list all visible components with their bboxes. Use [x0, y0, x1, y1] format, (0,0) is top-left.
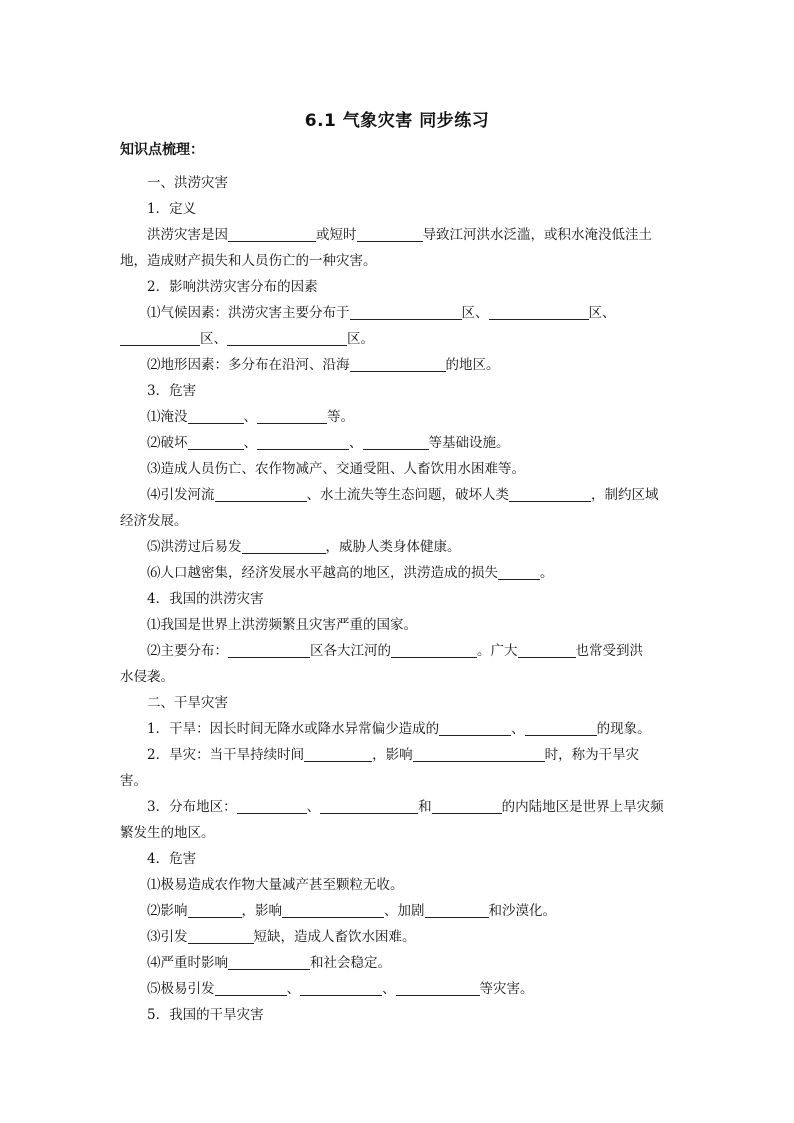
answer-blank[interactable] — [439, 720, 511, 736]
answer-blank[interactable] — [228, 954, 310, 970]
answer-blank[interactable] — [498, 564, 540, 580]
line-text: 经济发展。 — [120, 513, 188, 529]
line-text: 2．影响洪涝灾害分布的因素 — [147, 279, 318, 295]
line-text: ⑵地形因素：多分布在沿河、沿海 — [147, 357, 350, 373]
answer-blank[interactable] — [509, 486, 591, 502]
line-text: 、 — [349, 435, 363, 451]
worksheet-line — [120, 976, 676, 1002]
line-text: ⑶引发 — [147, 929, 188, 945]
worksheet-line — [120, 430, 676, 456]
line-text: 区各大江河的 — [310, 643, 391, 659]
answer-blank[interactable] — [320, 798, 418, 814]
line-text: 和沙漠化。 — [488, 903, 556, 919]
answer-blank[interactable] — [432, 798, 502, 814]
page-title: 6.1 气象灾害 同步练习 — [304, 111, 490, 131]
line-text: 2．旱灾：当干旱持续时间 — [147, 747, 305, 763]
worksheet-line — [120, 404, 676, 430]
worksheet-line — [120, 482, 676, 508]
line-text: ，影响 — [241, 903, 282, 919]
worksheet-line — [120, 664, 676, 690]
line-text: 二、干旱灾害 — [147, 695, 228, 711]
answer-blank[interactable] — [357, 226, 423, 242]
worksheet-line — [120, 716, 676, 742]
line-text: ⑷引发河流 — [147, 487, 215, 503]
line-text: 洪涝灾害是因 — [147, 227, 228, 243]
line-text: ⑹人口越密集，经济发展水平越高的地区，洪涝造成的损失 — [147, 565, 498, 581]
line-text: 、 — [286, 981, 300, 997]
answer-blank[interactable] — [215, 980, 287, 996]
worksheet-line — [120, 820, 676, 846]
line-text: 害。 — [120, 773, 147, 789]
line-text: 等。 — [327, 409, 354, 425]
answer-blank[interactable] — [282, 902, 384, 918]
answer-blank[interactable] — [257, 408, 327, 424]
worksheet-line — [120, 612, 676, 638]
line-text: 的现象。 — [596, 721, 651, 737]
worksheet-line — [120, 950, 676, 976]
line-text: 水侵袭。 — [120, 669, 174, 685]
worksheet-line — [120, 898, 676, 924]
answer-blank[interactable] — [188, 408, 244, 424]
line-text: 区、 — [461, 305, 489, 321]
line-text: ⑷严重时影响 — [147, 955, 228, 971]
answer-blank[interactable] — [257, 434, 349, 450]
answer-blank[interactable] — [489, 304, 589, 320]
line-text: 导致江河洪水泛滥，或积水淹没低洼土 — [422, 227, 652, 243]
worksheet-line — [120, 742, 676, 768]
worksheet-line — [120, 248, 676, 274]
line-text: ⑵主要分布： — [147, 643, 228, 659]
answer-blank[interactable] — [215, 486, 307, 502]
line-text: ⑵影响 — [147, 903, 188, 919]
worksheet-line — [120, 222, 676, 248]
line-text: 、水土流失等生态问题，破坏人类 — [306, 487, 509, 503]
worksheet-line — [120, 196, 676, 222]
answer-blank[interactable] — [237, 798, 307, 814]
line-text: 、 — [243, 409, 257, 425]
line-text: 等灾害。 — [479, 981, 534, 997]
line-text: 1．定义 — [147, 201, 197, 217]
line-text: 区、 — [588, 305, 616, 321]
answer-blank[interactable] — [227, 330, 347, 346]
worksheet-line — [120, 768, 676, 794]
worksheet-line — [120, 326, 676, 352]
worksheet-line — [120, 846, 676, 872]
worksheet-line — [120, 586, 676, 612]
line-text: 5．我国的干旱灾害 — [147, 1007, 264, 1023]
worksheet-line — [120, 456, 676, 482]
line-text: ，威胁人类身体健康。 — [325, 539, 461, 555]
line-text: ⑵破坏 — [147, 435, 188, 451]
worksheet-line — [120, 534, 676, 560]
worksheet-line — [120, 794, 676, 820]
answer-blank[interactable] — [413, 746, 545, 762]
line-text: 4．危害 — [147, 851, 197, 867]
line-text: 3．分布地区： — [147, 799, 237, 815]
section-heading: 知识点梳理： — [120, 142, 204, 158]
line-text: 和社会稳定。 — [310, 955, 391, 971]
line-text: 繁发生的地区。 — [120, 825, 215, 841]
answer-blank[interactable] — [391, 642, 477, 658]
worksheet-line — [120, 872, 676, 898]
worksheet-line — [120, 1002, 676, 1028]
line-text: ，影响 — [372, 747, 413, 763]
answer-blank[interactable] — [120, 330, 200, 346]
answer-blank[interactable] — [188, 434, 244, 450]
line-text: 地，造成财产损失和人员伤亡的一种灾害。 — [120, 253, 377, 269]
line-text: 和 — [418, 799, 432, 815]
line-text: 一、洪涝灾害 — [147, 175, 228, 191]
answer-blank[interactable] — [228, 642, 310, 658]
line-text: 或短时 — [316, 227, 357, 243]
line-text: ⑴气候因素：洪涝灾害主要分布于 — [147, 305, 350, 321]
line-text: 4．我国的洪涝灾害 — [147, 591, 264, 607]
line-text: 、 — [511, 721, 525, 737]
answer-blank[interactable] — [304, 746, 372, 762]
answer-blank[interactable] — [363, 434, 429, 450]
line-text: 等基础设施。 — [428, 435, 510, 451]
line-text: 区。 — [347, 331, 374, 347]
line-text: 区、 — [200, 331, 227, 347]
worksheet-line — [120, 690, 676, 716]
answer-blank[interactable] — [396, 980, 480, 996]
line-text: 1．干旱：因长时间无降水或降水异常偏少造成的 — [147, 721, 440, 737]
line-text: ⑸极易引发 — [147, 981, 215, 997]
worksheet-line — [120, 638, 676, 664]
line-text: ⑴淹没 — [147, 409, 188, 425]
answer-blank[interactable] — [350, 304, 462, 320]
worksheet-line — [120, 274, 676, 300]
line-text: 时，称为干旱灾 — [544, 747, 640, 763]
line-text: 也常受到洪 — [575, 643, 643, 659]
line-text: 的地区。 — [445, 357, 500, 373]
line-text: 、 — [243, 435, 257, 451]
line-text: ⑶造成人员伤亡、农作物减产、交通受阻、人畜饮用水困难等。 — [147, 461, 525, 477]
worksheet-line — [120, 170, 676, 196]
line-text: 3．危害 — [147, 383, 197, 399]
line-text: ⑴极易造成农作物大量减产甚至颗粒无收。 — [147, 877, 404, 893]
worksheet-body — [120, 170, 676, 1028]
answer-blank[interactable] — [525, 720, 597, 736]
line-text: 。 — [540, 565, 554, 581]
answer-blank[interactable] — [188, 902, 242, 918]
worksheet-line — [120, 352, 676, 378]
answer-blank[interactable] — [518, 642, 576, 658]
worksheet-line — [120, 300, 676, 326]
worksheet-line — [120, 560, 676, 586]
worksheet-line — [120, 378, 676, 404]
line-text: 、 — [382, 981, 396, 997]
answer-blank[interactable] — [228, 226, 316, 242]
worksheet-line — [120, 924, 676, 950]
line-text: ⑴我国是世界上洪涝频繁且灾害严重的国家。 — [147, 617, 417, 633]
line-text: 、 — [306, 799, 321, 815]
answer-blank[interactable] — [300, 980, 382, 996]
line-text: ⑸洪涝过后易发 — [147, 539, 242, 555]
worksheet-line — [120, 508, 676, 534]
answer-blank[interactable] — [242, 538, 326, 554]
line-text: 的内陆地区是世界上旱灾频 — [501, 799, 664, 815]
line-text: ，制约区域 — [591, 487, 659, 503]
line-text: 、加剧 — [384, 903, 425, 919]
answer-blank[interactable] — [350, 356, 446, 372]
answer-blank[interactable] — [188, 928, 254, 944]
line-text: 。广大 — [477, 643, 518, 659]
line-text: 短缺，造成人畜饮水困难。 — [253, 929, 416, 945]
answer-blank[interactable] — [425, 902, 489, 918]
